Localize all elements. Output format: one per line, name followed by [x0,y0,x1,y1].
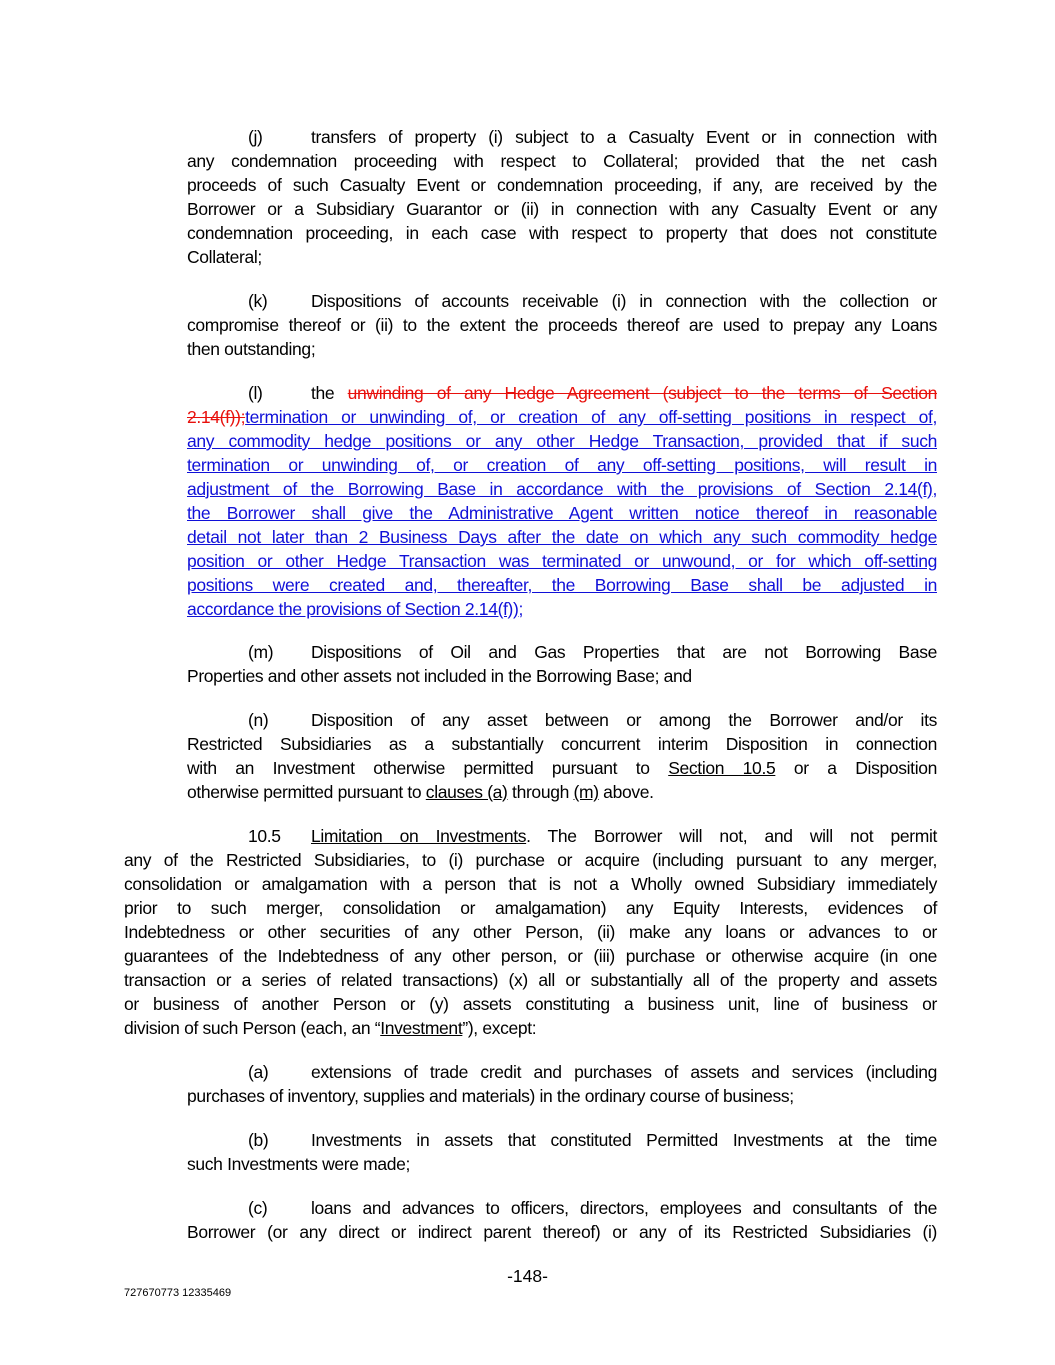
clause-text: purchases of inventory, supplies and materials) in the ordinary course of business; [187,1086,794,1106]
clause-text: proceeds of such Casualty Event or condemnation proceeding, if any, are received by the [187,175,937,195]
clause-text: Disposition of any asset between or among the Borrower and/or its [311,710,937,730]
clause-text: loans and advances to officers, directors, employees and consultants of the [311,1198,937,1218]
clause-text: the [311,383,348,403]
defined-term: Investment [380,1018,463,1038]
clause-label: (a) [248,1062,269,1082]
clause-text: Dispositions of Oil and Gas Properties that are not Borrowing Base [311,642,937,662]
clause-text: Borrower or a Subsidiary Guarantor or (ii) in connection with any Casualty Event or any [187,199,937,219]
inserted-text: termination or unwinding of, or creation of any off-setting positions, will result in [187,455,937,475]
clause-label: (m) [248,642,274,662]
clause-text: transfers of property (i) subject to a Casualty Event or in connection with [311,127,937,147]
clause-text: Dispositions of accounts receivable (i) in connection with the collection or [311,291,937,311]
clause-text: or a Disposition [775,758,937,778]
clause-text: above. [598,782,654,802]
clause-text: Collateral; [187,247,262,267]
inserted-text: position or other Hedge Transaction was terminated or unwound, or for which off-setting [187,551,937,571]
section-text: prior to such merger, consolidation or amalgamation) any Equity Interests, evidences of [124,898,937,918]
inserted-text: termination or unwinding of, or creation of any off-setting positions in respect of, [245,407,937,427]
clause-text: such Investments were made; [187,1154,411,1174]
section-title: Limitation on Investments [311,826,527,846]
section-text: ”), except: [462,1018,537,1038]
section-text: division of such Person (each, an “ [124,1018,381,1038]
inserted-text: adjustment of the Borrowing Base in accordance with the provisions of Section 2.14(f), [187,479,937,499]
clause-text: Restricted Subsidiaries as a substantially concurrent interim Disposition in connection [187,734,937,754]
cross-reference: clauses (a) [425,782,508,802]
deleted-text: unwinding of any Hedge Agreement (subject to the terms of Section [347,383,937,403]
section-text: transaction or a series of related transactions) (x) all or substantially all of the property and assets [124,970,937,990]
section-text: Indebtedness or other securities of any other Person, (ii) make any loans or advances to or [124,922,937,942]
clause-text: Properties and other assets not included in the Borrowing Base; and [187,666,692,686]
cross-reference: (m) [573,782,599,802]
section-text: . The Borrower will not, and will not permit [526,826,937,846]
inserted-text: any commodity hedge positions or any other Hedge Transaction, provided that if such [187,431,937,451]
inserted-text: detail not later than 2 Business Days after the date on which any such commodity hedge [187,527,937,547]
section-text: consolidation or amalgamation with a person that is not a Wholly owned Subsidiary immediately [124,874,937,894]
deleted-text: 2.14(f)); [187,407,246,427]
page-number: -148- [507,1266,548,1286]
inserted-text: the Borrower shall give the Administrative Agent written notice thereof in reasonable [187,503,937,523]
clause-text: extensions of trade credit and purchases of assets and services (including [311,1062,937,1082]
clause-text: otherwise permitted pursuant to [187,782,426,802]
clause-text: compromise thereof or (ii) to the extent the proceeds thereof are used to prepay any Loans [187,315,937,335]
clause-text: Investments in assets that constituted Permitted Investments at the time [311,1130,937,1150]
clause-text: through [507,782,574,802]
clause-label: (j) [248,127,263,147]
section-text: any of the Restricted Subsidiaries, to (i) purchase or acquire (including pursuant to any merger, [124,850,937,870]
clause-label: (l) [248,383,263,403]
inserted-text: positions were created and, thereafter, the Borrowing Base shall be adjusted in [187,575,937,595]
document-id: 727670773 12335469 [124,1287,232,1299]
inserted-text: accordance the provisions of Section 2.14(f)); [187,599,524,619]
section-text: guarantees of the Indebtedness of any other person, or (iii) purchase or otherwise acquire (in one [124,946,937,966]
clause-text: with an Investment otherwise permitted pursuant to [187,758,669,778]
clause-text: then outstanding; [187,339,316,359]
clause-label: (k) [248,291,268,311]
clause-label: (c) [248,1198,268,1218]
clause-text: any condemnation proceeding with respect to Collateral; provided that the net cash [187,151,937,171]
section-number: 10.5 [248,826,281,846]
cross-reference: Section 10.5 [668,758,776,778]
clause-label: (n) [248,710,269,730]
section-text: or business of another Person or (y) assets constituting a business unit, line of business or [124,994,937,1014]
clause-text: condemnation proceeding, in each case with respect to property that does not constitute [187,223,937,243]
clause-label: (b) [248,1130,269,1150]
clause-text: Borrower (or any direct or indirect parent thereof) or any of its Restricted Subsidiaries (i) [187,1222,937,1242]
